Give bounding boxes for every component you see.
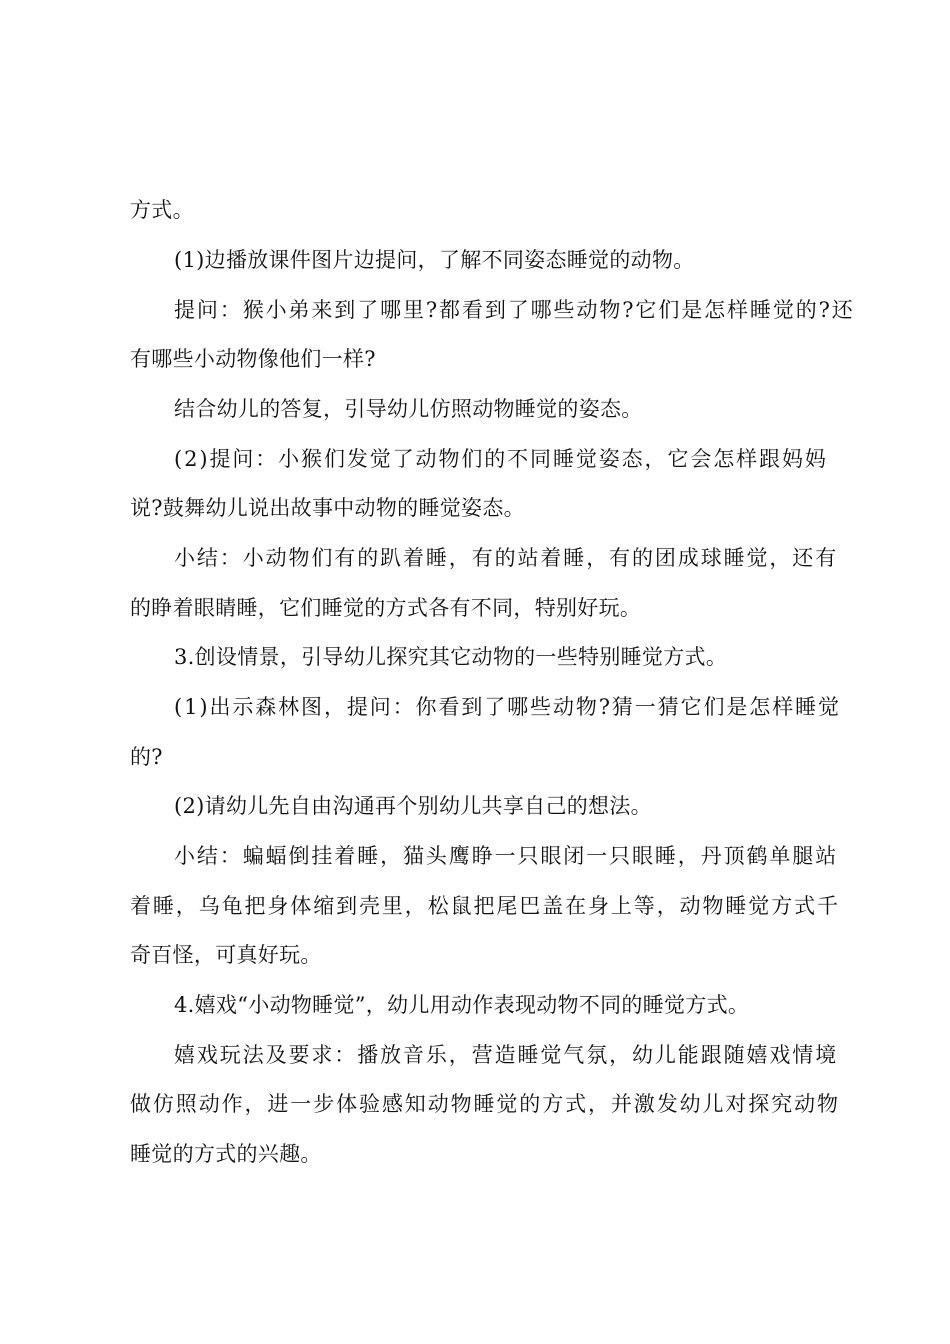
paragraph-line: 小结：蝙蝠倒挂着睡，猫头鹰睁一只眼闭一只眼睡，丹顶鹤单腿站 [174, 844, 839, 868]
paragraph-line: 的? [130, 745, 163, 769]
paragraph-line: 小结：小动物们有的趴着睡，有的站着睡，有的团成球睡觉，还有 [174, 546, 839, 570]
paragraph-line: (1)边播放课件图片边提问，了解不同姿态睡觉的动物。 [174, 248, 695, 272]
paragraph-line: 睡觉的方式的兴趣。 [130, 1142, 322, 1166]
paragraph-line: 方式。 [130, 198, 194, 222]
paragraph-line: 提问：猴小弟来到了哪里?都看到了哪些动物?它们是怎样睡觉的?还 [174, 298, 855, 322]
paragraph-line: 有哪些小动物像他们一样? [130, 347, 376, 371]
paragraph-line: 着睡，乌龟把身体缩到壳里，松鼠把尾巴盖在身上等，动物睡觉方式千 [130, 894, 840, 918]
paragraph-line: 嬉戏玩法及要求：播放音乐，营造睡觉气氛，幼儿能跟随嬉戏情境 [174, 1043, 839, 1067]
paragraph-line: 说?鼓舞幼儿说出故事中动物的睡觉姿态。 [130, 496, 525, 520]
paragraph-line: 做仿照动作，进一步体验感知动物睡觉的方式，并激发幼儿对探究动物 [130, 1092, 840, 1116]
paragraph-line: (1)出示森林图，提问：你看到了哪些动物?猜一猜它们是怎样睡觉 [174, 695, 841, 719]
paragraph-line: 3.创设情景，引导幼儿探究其它动物的一些特别睡觉方式。 [174, 645, 728, 669]
paragraph-line: 结合幼儿的答复，引导幼儿仿照动物睡觉的姿态。 [174, 397, 643, 421]
paragraph-line: (2)提问：小猴们发觉了动物们的不同睡觉姿态，它会怎样跟妈妈 [174, 447, 828, 471]
paragraph-line: 的睁着眼睛睡，它们睡觉的方式各有不同，特别好玩。 [130, 596, 642, 620]
paragraph-line: 奇百怪，可真好玩。 [130, 943, 322, 967]
paragraph-line: 4.嬉戏“小动物睡觉”，幼儿用动作表现动物不同的睡觉方式。 [174, 993, 750, 1017]
paragraph-line: (2)请幼儿先自由沟通再个别幼儿共享自己的想法。 [174, 794, 652, 818]
